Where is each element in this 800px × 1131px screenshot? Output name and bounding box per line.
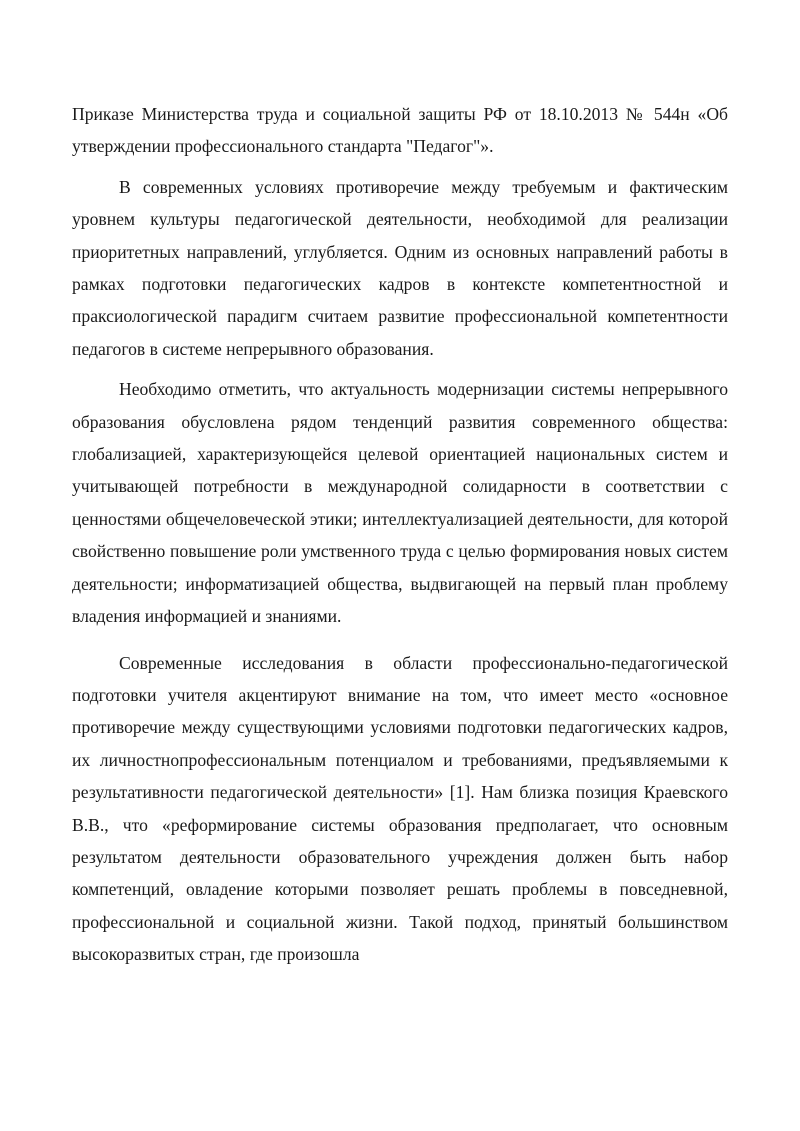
document-body: [72, 98, 728, 971]
paragraph-modern-research: Современные исследования в области профессионально-педагогической подготовки учителя акцентируют внимание на том, что имеет место «основное противоречие между существующими условиями подготовки педагогических кадров, их личностнопрофессиональным потенциалом и требованиями, предъявляемыми к результативности педагогической деятельности» [1]. Нам близка позиция Краевского В.В., что «реформирование системы образования предполагает, что основным результатом деятельности образовательного учреждения должен быть набор компетенций, овладение которыми позволяет решать проблемы в повседневной, профессиональной и социальной жизни. Такой подход, принятый большинством высокоразвитых стран, где произошла: [72, 652, 728, 965]
paragraph-modern-conditions: В современных условиях противоречие между требуемым и фактическим уровнем культуры педагогической деятельности, необходимой для реализации приоритетных направлений, углубляется. Одним из основных направлений работы в рамках подготовки педагогических кадров в контексте компетентностной и праксиологической парадигм считаем развитие профессиональной компетентности педагогов в системе непрерывного образования.: [72, 176, 728, 359]
paragraph-continuous-education: Необходимо отметить, что актуальность модернизации системы непрерывного образования обусловлена рядом тенденций развития современного общества: глобализацией, характеризующейся целевой ориентацией национальных систем и учитывающей потребности в международной солидарности в соответствии с ценностями общечеловеческой этики; интеллектуализацией деятельности, для которой свойственно повышение роли умственного труда с целью формирования новых систем деятельности; информатизацией общества, выдвигающей на первый план проблему владения информацией и знаниями.: [72, 379, 728, 627]
paragraph-order-reference: Приказе Министерства труда и социальной защиты РФ от 18.10.2013 № 544н «Об утверждении профессионального стандарта "Педагог"».: [72, 104, 728, 157]
